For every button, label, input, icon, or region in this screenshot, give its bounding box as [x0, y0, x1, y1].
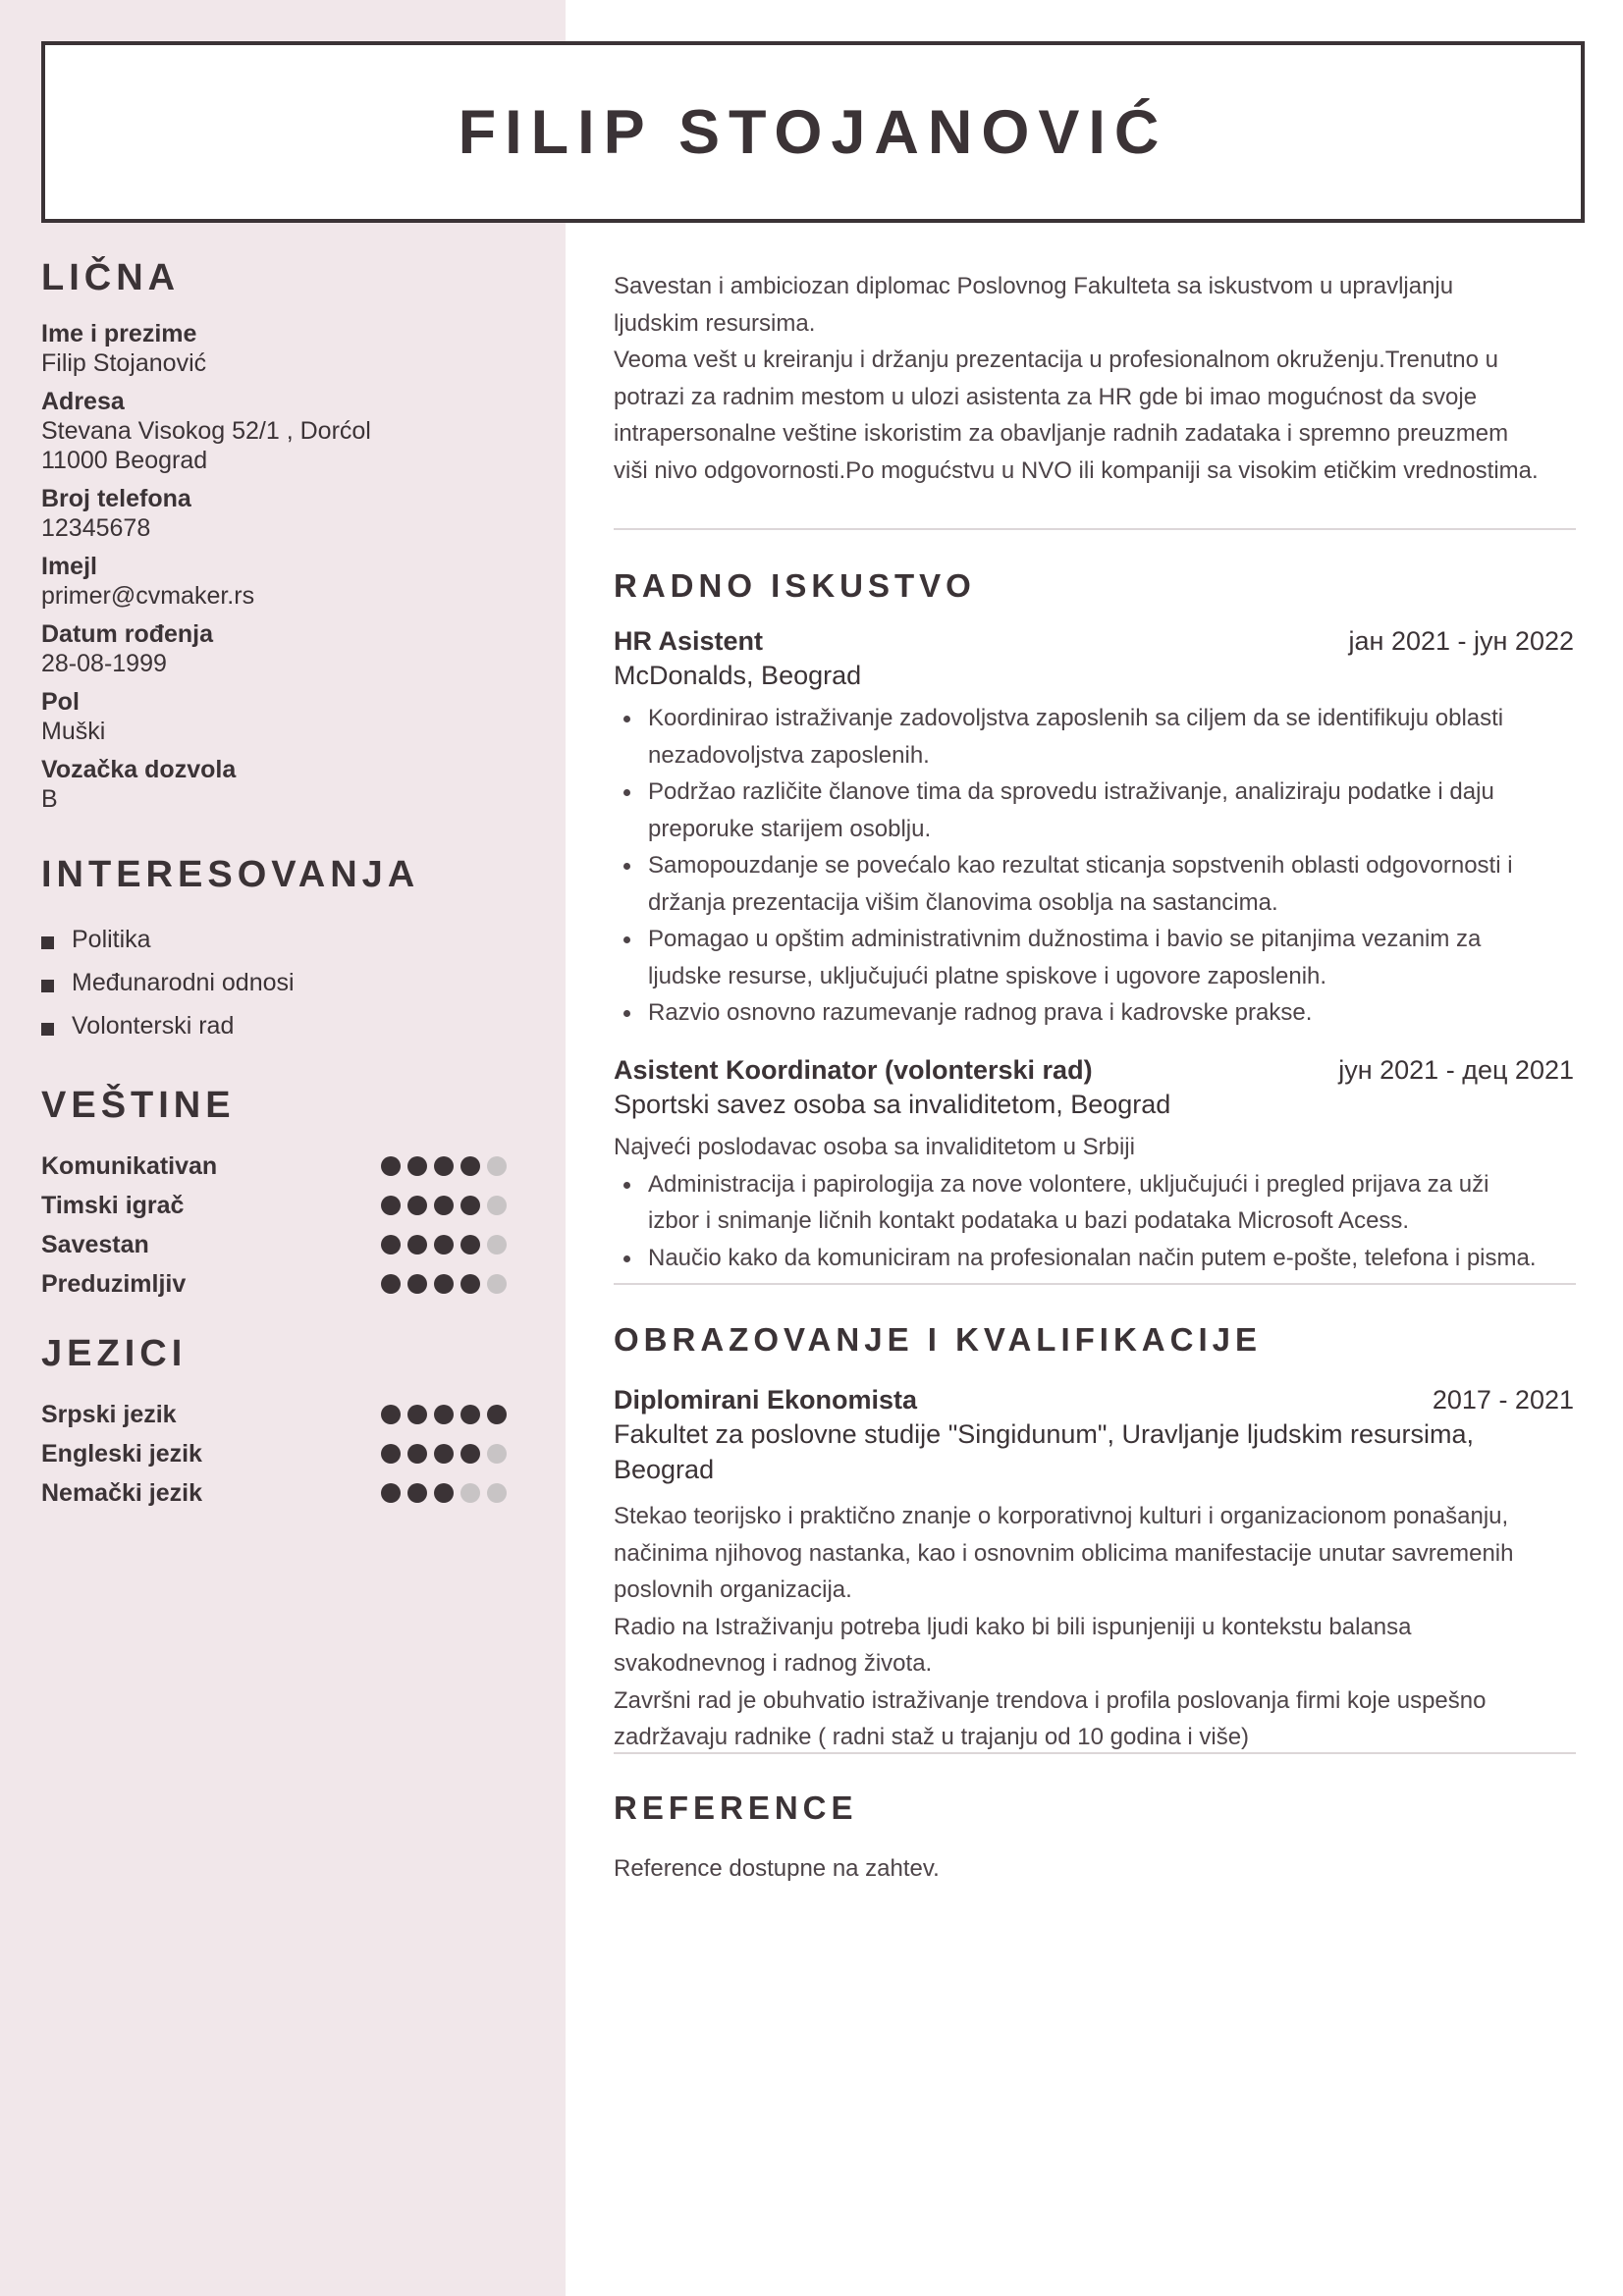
divider — [614, 1283, 1576, 1285]
square-bullet-icon — [41, 980, 54, 992]
rating-dot-filled — [460, 1274, 480, 1294]
description-line: Završni rad je obuhvatio istraživanje trendova i profila poslovanja firmi koje uspešno — [614, 1686, 1487, 1714]
skills-title: VEŠTINE — [41, 1085, 236, 1126]
summary-line: Savestan i ambiciozan diplomac Poslovnog Fakulteta sa iskustvom u upravljanju — [614, 273, 1454, 299]
rating-dot-filled — [407, 1274, 427, 1294]
field-value: Muški — [41, 718, 106, 745]
interests-title: INTERESOVANJA — [41, 854, 420, 895]
skills-section — [41, 1085, 522, 1304]
rating-dot-empty — [487, 1483, 507, 1503]
field-label: Broj telefona — [41, 485, 191, 512]
field-label: Adresa — [41, 388, 125, 415]
education-title: OBRAZOVANJE I KVALIFIKACIJE — [614, 1321, 1262, 1358]
job-title: Asistent Koordinator (volonterski rad) — [614, 1055, 1093, 1085]
rating-dot-filled — [381, 1235, 401, 1255]
experience-title: RADNO ISKUSTVO — [614, 567, 976, 604]
list-item — [41, 961, 522, 1004]
rating-dot-empty — [487, 1235, 507, 1255]
rating-dot-filled — [407, 1444, 427, 1464]
education-entry — [614, 1379, 1576, 1756]
rating-dot-filled — [381, 1444, 401, 1464]
personal-section — [41, 257, 522, 823]
language-rating — [381, 1405, 507, 1424]
language-row — [41, 1473, 522, 1513]
rating-dot-empty — [487, 1274, 507, 1294]
list-item — [614, 847, 1576, 921]
list-item — [614, 1240, 1576, 1277]
job-description: Najveći poslodavac osoba sa invaliditetom u Srbiji — [614, 1134, 1135, 1160]
field-value: 11000 Beograd — [41, 447, 208, 474]
job-entry — [614, 626, 1576, 1032]
bullet-line: Administracija i papirologija za nove volontere, uključujući i pregled prijava za uži — [648, 1170, 1489, 1198]
skill-rating — [381, 1235, 507, 1255]
school-line: Beograd — [614, 1455, 715, 1484]
rating-dot-filled — [381, 1196, 401, 1215]
bullet-line: nezadovoljstva zaposlenih. — [648, 741, 930, 769]
rating-dot-filled — [381, 1274, 401, 1294]
description-line: Stekao teorijsko i praktično znanje o korporativnoj kulturi i organizacionom ponašanju, — [614, 1503, 1509, 1529]
bullet-line: Samopouzdanje se povećalo kao rezultat sticanja sopstvenih oblasti odgovornosti i — [648, 852, 1513, 879]
field-label: Vozačka dozvola — [41, 756, 237, 783]
references-title: REFERENCE — [614, 1789, 858, 1826]
interests-section — [41, 854, 522, 1047]
field-value: 12345678 — [41, 514, 151, 542]
rating-dot-filled — [381, 1483, 401, 1503]
rating-dot-filled — [460, 1156, 480, 1176]
language-row — [41, 1395, 522, 1434]
skill-row — [41, 1186, 522, 1225]
rating-dot-filled — [434, 1196, 454, 1215]
skill-rating — [381, 1196, 507, 1215]
skill-label: Savestan — [41, 1230, 149, 1258]
education-date: 2017 - 2021 — [1432, 1385, 1574, 1415]
rating-dot-filled — [407, 1235, 427, 1255]
bullet-line: Podržao različite članove tima da sprovedu istraživanje, analiziraju podatke i daju — [648, 778, 1494, 805]
skill-row — [41, 1264, 522, 1304]
rating-dot-empty — [460, 1483, 480, 1503]
field-value: Stevana Visokog 52/1 , Dorćol — [41, 417, 371, 445]
bullet-line: Razvio osnovno razumevanje radnog prava i kadrovske prakse. — [648, 999, 1313, 1026]
education-description — [614, 1498, 1576, 1756]
rating-dot-filled — [434, 1483, 454, 1503]
bullet-line: izbor i snimanje ličnih kontakt podataka u bazi podataka Microsoft Acess. — [648, 1207, 1410, 1234]
rating-dot-filled — [434, 1235, 454, 1255]
square-bullet-icon — [41, 1023, 54, 1036]
name-header — [41, 41, 1585, 223]
bullet-line: Pomagao u opštim administrativnim dužnostima i bavio se pitanjima vezanim za — [648, 926, 1482, 952]
rating-dot-filled — [460, 1196, 480, 1215]
rating-dot-filled — [407, 1156, 427, 1176]
rating-dot-filled — [460, 1444, 480, 1464]
rating-dot-empty — [487, 1196, 507, 1215]
language-rating — [381, 1483, 507, 1503]
field-value: primer@cvmaker.rs — [41, 582, 255, 610]
divider — [614, 1752, 1576, 1754]
bullet-line: Koordinirao istraživanje zadovoljstva zaposlenih sa ciljem da se identifikuju oblasti — [648, 705, 1504, 731]
description-line: poslovnih organizacija. — [614, 1576, 852, 1603]
field-value: B — [41, 785, 58, 813]
degree-title: Diplomirani Ekonomista — [614, 1385, 918, 1415]
field-label: Ime i prezime — [41, 320, 197, 347]
rating-dot-filled — [407, 1196, 427, 1215]
rating-dot-filled — [381, 1156, 401, 1176]
summary-line: Veoma vešt u kreiranju i držanju prezentacija u profesionalnom okruženju.Trenutno u — [614, 347, 1498, 373]
language-label: Srpski jezik — [41, 1400, 177, 1428]
list-item — [614, 700, 1576, 774]
rating-dot-filled — [487, 1405, 507, 1424]
bullet-line: ljudske resurse, uključujući platne spiskove i ugovore zaposlenih. — [648, 962, 1327, 989]
rating-dot-empty — [487, 1444, 507, 1464]
summary-line: potrazi za radnim mestom u ulozi asistenta za HR gde bi imao mogućnost da svoje — [614, 383, 1478, 410]
school-line: Fakultet za poslovne studije "Singidunum", Uravljanje ljudskim resursima, — [614, 1419, 1475, 1449]
rating-dot-filled — [407, 1405, 427, 1424]
job-bullets — [614, 1166, 1576, 1277]
language-row — [41, 1434, 522, 1473]
profile-summary — [614, 268, 1576, 489]
job-organization: Sportski savez osoba sa invaliditetom, Beograd — [614, 1090, 1171, 1119]
description-line: Radio na Istraživanju potreba ljudi kako bi bili ispunjeniji u kontekstu balansa — [614, 1613, 1412, 1640]
field-value: 28-08-1999 — [41, 650, 167, 677]
field-label: Imejl — [41, 553, 97, 580]
summary-line: ljudskim resursima. — [614, 309, 816, 337]
languages-title: JEZICI — [41, 1333, 188, 1374]
languages-section — [41, 1333, 522, 1513]
field-label: Datum rođenja — [41, 620, 214, 648]
job-date: јун 2021 - дец 2021 — [1338, 1055, 1574, 1085]
rating-dot-filled — [434, 1274, 454, 1294]
personal-title: LIČNA — [41, 257, 181, 298]
description-line: svakodnevnog i radnog života. — [614, 1650, 933, 1677]
bullet-line: preporuke starijem osoblju. — [648, 815, 932, 842]
rating-dot-filled — [460, 1235, 480, 1255]
skill-label: Preduzimljiv — [41, 1269, 187, 1298]
skill-row — [41, 1147, 522, 1186]
rating-dot-filled — [407, 1483, 427, 1503]
list-item — [614, 921, 1576, 994]
bullet-line: Naučio kako da komuniciram na profesionalan način putem e-pošte, telefona i pisma. — [648, 1244, 1537, 1271]
list-item — [614, 1166, 1576, 1240]
language-rating — [381, 1444, 507, 1464]
language-label: Engleski jezik — [41, 1439, 202, 1468]
list-item — [614, 774, 1576, 847]
references-text: Reference dostupne na zahtev. — [614, 1855, 940, 1882]
description-line: zadržavaju radnike ( radni staž u trajanju od 10 godina i više) — [614, 1724, 1250, 1750]
job-title: HR Asistent — [614, 626, 764, 656]
job-organization: McDonalds, Beograd — [614, 661, 862, 690]
divider — [614, 528, 1576, 530]
interest-label: Međunarodni odnosi — [72, 968, 295, 996]
rating-dot-filled — [434, 1405, 454, 1424]
skill-row — [41, 1225, 522, 1264]
list-item — [614, 994, 1576, 1032]
rating-dot-filled — [460, 1405, 480, 1424]
job-date: јан 2021 - јун 2022 — [1348, 626, 1574, 656]
skill-rating — [381, 1274, 507, 1294]
rating-dot-filled — [434, 1156, 454, 1176]
rating-dot-filled — [434, 1444, 454, 1464]
job-entry — [614, 1055, 1576, 1276]
bullet-line: držanja prezentacija višim članovima osoblja na sastancima. — [648, 888, 1278, 916]
language-label: Nemački jezik — [41, 1478, 202, 1507]
field-label: Pol — [41, 688, 80, 716]
interest-label: Volonterski rad — [72, 1011, 235, 1040]
rating-dot-empty — [487, 1156, 507, 1176]
full-name: FILIP STOJANOVIĆ — [458, 97, 1168, 167]
summary-line: viši nivo odgovornosti.Po mogućstvu u NVO ili kompaniji sa visokim etičkim vrednostima. — [614, 456, 1539, 484]
skill-label: Komunikativan — [41, 1151, 218, 1180]
list-item — [41, 918, 522, 961]
field-value: Filip Stojanović — [41, 349, 207, 377]
square-bullet-icon — [41, 936, 54, 949]
description-line: načinima njihovog nastanka, kao i osnovnim oblicima manifestacije unutar savremenih — [614, 1539, 1514, 1567]
skill-rating — [381, 1156, 507, 1176]
rating-dot-filled — [381, 1405, 401, 1424]
summary-line: intrapersonalne veštine iskoristim za obavljanje radnih zadataka i spremno preuzmem — [614, 420, 1509, 447]
list-item — [41, 1004, 522, 1047]
skill-label: Timski igrač — [41, 1191, 185, 1219]
interest-label: Politika — [72, 925, 151, 953]
job-bullets — [614, 700, 1576, 1032]
